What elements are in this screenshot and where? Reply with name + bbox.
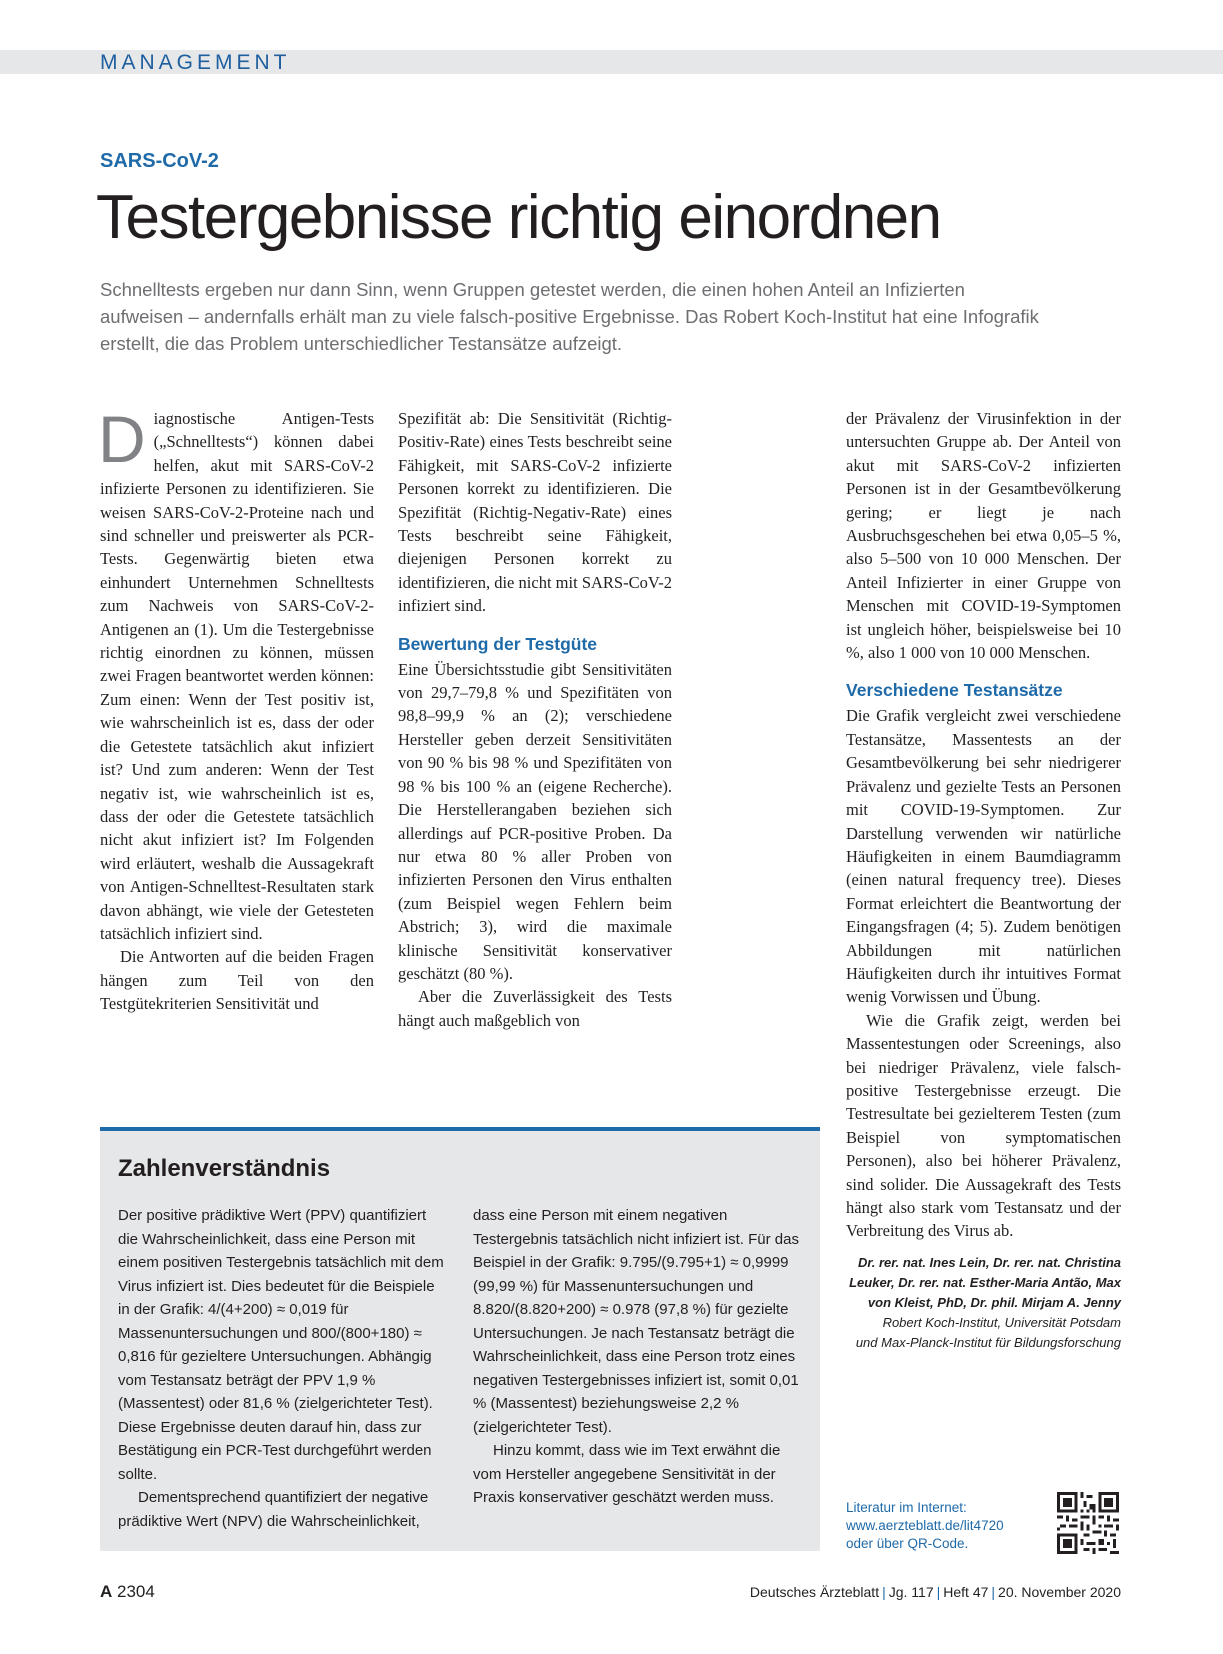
info-box-column-2 — [473, 1204, 799, 1510]
affiliation: Robert Koch-Institut, Universität Potsdam — [882, 1314, 1121, 1330]
literature-note — [846, 1499, 1026, 1553]
paragraph: Spezifität ab: Die Sensitivität (Richtig-Positiv-Rate) eines Tests beschreibt seine Fähigkeit, mit SARS-CoV-2 infizierte Personen korrekt zu identifizieren. Die Spezifität (Richtig-Negativ-Rate) eines Tests beschreibt seine Fähigkeit, diejenigen Personen korrekt zu identifizieren, die nicht mit SARS-CoV-2 infiziert sind. — [398, 409, 672, 616]
body-column-2 — [398, 407, 672, 1032]
article-lead: Schnelltests ergeben nur dann Sinn, wenn Gruppen getestet werden, die einen hohen Anteil an Infizierten aufweisen – andernfalls erhält man zu viele falsch-positive Ergebnisse. Das Robert Koch-Institut hat eine Infografik erstellt, die das Problem unterschiedlicher Testansätze aufzeigt. — [100, 279, 1039, 354]
separator: | — [936, 1584, 941, 1600]
author-list: Dr. rer. nat. Ines Lein, Dr. rer. nat. Christina Leuker, Dr. rer. nat. Esther-Maria Antão, Max von Kleist, PhD, Dr. phil. Mirjam A. Jenny — [849, 1254, 1121, 1310]
paragraph: dass eine Person mit einem negativen Testergebnis tatsächlich nicht infiziert ist. Für das Beispiel in der Grafik: 9.795/(9.795+1) ≈ 0,9999 (99,99 %) für Massenuntersuchungen und 8.820/(8.820+200) ≈ 0.978 (97,8 %) für gezielte Untersuchungen. Je nach Testansatz beträgt die Wahrscheinlichkeit, dass eine Person trotz eines negativen Testergebnisses infiziert ist, somit 0,01 % (Massentest) beziehungsweise 2,2 % (zielgerichteter Test). — [473, 1207, 799, 1436]
body-column-3 — [846, 407, 1121, 1353]
journal-issue: Heft 47 — [943, 1584, 989, 1600]
page-prefix: A — [100, 1582, 113, 1601]
body-column-1 — [98, 402, 374, 1016]
page-number-value: 2304 — [117, 1582, 155, 1601]
page-number — [100, 1582, 155, 1602]
paragraph-text: iagnostische Antigen-Tests („Schnelltests“) können dabei helfen, akut mit SARS-CoV-2 infizierte Personen zu identifizieren. Sie weisen SARS-CoV-2-Proteine nach und sind schneller und preiswerter als PCR-Tests. Gegenwärtig bieten etwa einhundert Unternehmen Schnelltests zum Nachweis von SARS-CoV-2-Antigenen an (1). Um die Testergebnisse richtig einordnen zu können, müssen zwei Fragen beantwortet werden können: Zum einen: Wenn der Test positiv ist, wie wahrscheinlich ist es, dass der oder die Getestete tatsächlich akut infiziert ist? Und zum anderen: Wenn der Test negativ ist, wie wahrscheinlich ist es, dass der oder die Getestete tatsächlich nicht akut infiziert ist? Im Folgenden wird erläutert, weshalb die Aussagekraft von Antigen-Schnelltest-Resultaten stark davon abhängt, wie viele der Getesteten tatsächlich infiziert sind. — [100, 409, 374, 943]
literature-label: Literatur im Internet: — [846, 1500, 967, 1515]
literature-link[interactable]: www.aerzteblatt.de/lit4720 — [846, 1518, 1004, 1533]
affiliation: und Max-Planck-Institut für Bildungsforschung — [855, 1334, 1121, 1350]
section-label: MANAGEMENT — [100, 51, 291, 74]
article-kicker: SARS-CoV-2 — [100, 150, 219, 172]
journal-footer — [750, 1584, 1121, 1600]
literature-qr-hint: oder über QR-Code. — [846, 1536, 969, 1551]
paragraph — [98, 402, 374, 945]
paragraph: Wie die Grafik zeigt, werden bei Massentestungen oder Screenings, also bei niedriger Prävalenz, viele falsch-positive Testergebnisse erzeugt. Die Testresultate bei gezielterem Testen (zum Beispiel von symptomatischen Personen), also bei höherer Prävalenz, sind solider. Die Aussagekraft des Tests hängt also stark vom Testansatz und der Verbreitung des Virus ab. — [846, 1010, 1121, 1241]
subheading-test-quality: Bewertung der Testgüte — [398, 633, 598, 654]
paragraph: Die Antworten auf die beiden Fragen hängen zum Teil von den Testgütekriterien Sensitivität und — [100, 947, 374, 1014]
paragraph: Eine Übersichtsstudie gibt Sensitivitäten von 29,7–79,8 % und Spezifitäten von 98,8–99,9 % an (2); verschiedene Hersteller geben derzeit Sensitivitäten von 90 % bis 98 % und Spezifitäten von 98 % bis 100 % an (eigene Recherche). Die Herstellerangaben beziehen sich allerdings auf PCR-positive Proben. Da nur etwa 80 % aller Proben von infizierten Personen den Virus enthalten (zum Beispiel wegen Fehlern beim Abstrich; 3), wird die maximale klinische Sensitivität konservativer geschätzt (80 %). — [398, 659, 672, 983]
journal-date: 20. November 2020 — [998, 1584, 1121, 1600]
paragraph: der Prävalenz der Virusinfektion in der untersuchten Gruppe ab. Der Anteil von akut mit SARS-CoV-2 infizierten Personen ist in der Gesamtbevölkerung gering; er liegt je nach Ausbruchsgeschehen bei etwa 0,05–5 %, also 5–500 von 10 000 Menschen. Der Anteil Infizierter in einer Gruppe von Menschen mit COVID-19-Symptomen ist ungleich höher, beispielsweise bei 10 %, also 1 000 von 10 000 Menschen. — [846, 409, 1121, 663]
journal-name: Deutsches Ärzteblatt — [749, 1584, 880, 1600]
info-box — [100, 1127, 820, 1551]
separator: | — [991, 1584, 996, 1600]
qr-code-icon[interactable] — [1057, 1492, 1119, 1554]
info-box-title: Zahlenverständnis — [118, 1155, 331, 1182]
subheading-test-approaches: Verschiedene Testansätze — [846, 680, 1063, 701]
paragraph: Die Grafik vergleicht zwei verschiedene Testansätze, Massentests an der Gesamtbevölkerung bei sehr niedrigerer Prävalenz und gezielte Tests an Personen mit COVID-19-Symptomen. Zur Darstellung verwenden wir natürliche Häufigkeiten in einem Baumdiagramm (einen natural frequency tree). Dieses Format erleichtert die Beantwortung der Eingangsfragen (4; 5). Zudem benötigen Abbildungen mit natürlichen Häufigkeiten durch ihr intuitives Format wenig Vorwissen und Übung. — [846, 706, 1121, 1007]
paragraph: Hinzu kommt, dass wie im Text erwähnt die vom Hersteller angegebene Sensitivität in der Praxis konservativer geschätzt werden muss. — [473, 1442, 781, 1506]
drop-cap: D — [98, 402, 146, 476]
paragraph: Der positive prädiktive Wert (PPV) quantifiziert die Wahrscheinlichkeit, dass eine Person mit einem positiven Testergebnis tatsächlich mit dem Virus infiziert ist. Dies bedeutet für die Beispiele in der Grafik: 4/(4+200) ≈ 0,019 für Massenuntersuchungen und 800/(800+180) ≈ 0,816 für gezieltere Untersuchungen. Abhängig vom Testansatz beträgt der PPV 1,9 % (Massentest) oder 81,6 % (zielgerichteter Test). Diese Ergebnisse deuten darauf hin, dass zur Bestätigung ein PCR-Test durchgeführt werden sollte. — [118, 1207, 444, 1483]
paragraph: Dementsprechend quantifiziert der negative prädiktive Wert (NPV) die Wahrscheinlichkeit, — [118, 1489, 429, 1530]
paragraph: Aber die Zuverlässigkeit des Tests hängt auch maßgeblich von — [398, 987, 672, 1030]
info-box-column-1 — [118, 1204, 444, 1533]
separator: | — [882, 1584, 886, 1600]
journal-volume: Jg. 117 — [888, 1584, 934, 1600]
article-title: Testergebnisse richtig einordnen — [96, 183, 941, 252]
